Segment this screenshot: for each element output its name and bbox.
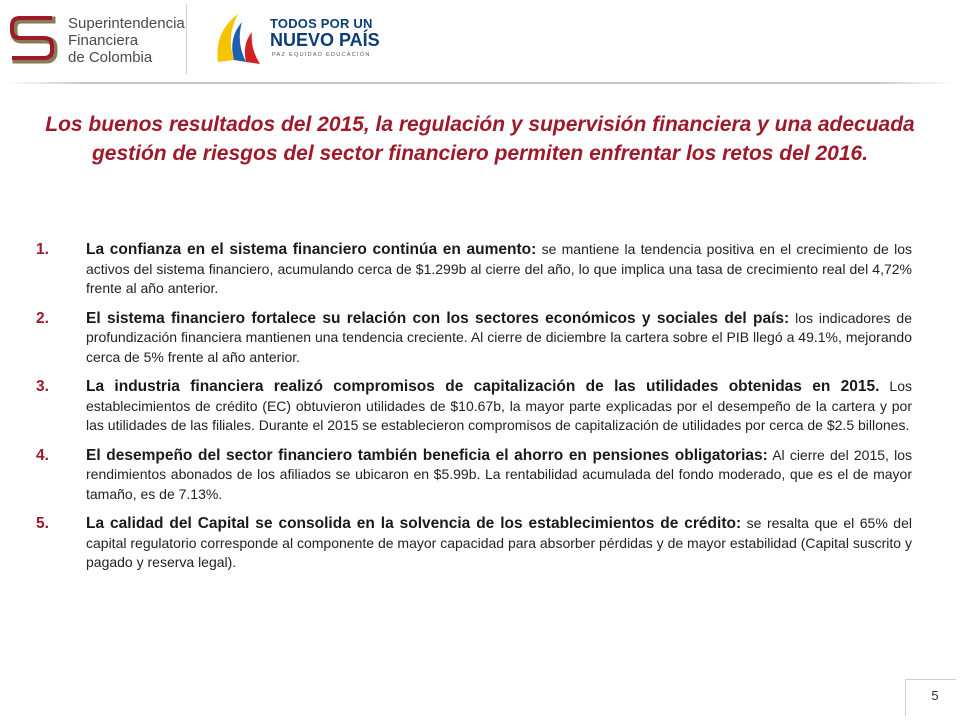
slide-title: Los buenos resultados del 2015, la regulación y supervisión financiera y una adecuada gestión de riesgos del sector financiero permiten enfrentar los retos del 2016. [45, 113, 915, 165]
sfc-emblem-icon [6, 10, 62, 68]
sfc-name-line3: de Colombia [68, 49, 153, 66]
list-item-number: 1. [36, 241, 49, 258]
list-item [36, 446, 912, 505]
list-item-number: 5. [36, 515, 49, 532]
list-item-number: 3. [36, 378, 49, 395]
sfc-name [68, 15, 185, 66]
page-number: 5 [931, 688, 939, 703]
gov-logo[interactable] [212, 10, 380, 70]
gov-slogan-line3: PAZ EQUIDAD EDUCACIÓN [272, 52, 371, 58]
list-item-lead: El sistema financiero fortalece su relación con los sectores económicos y sociales del país: [86, 309, 790, 327]
list-item-number: 2. [36, 309, 49, 327]
findings-list [36, 240, 912, 583]
list-item-lead: La confianza en el sistema financiero continúa en aumento: [86, 241, 537, 258]
sfc-name-line1: Superintendencia [68, 15, 185, 32]
sfc-logo[interactable] [6, 8, 206, 70]
sfc-name-line2: Financiera [68, 32, 139, 49]
list-item-body: los indicadores de profundización financiera mantienen una tendencia creciente. Al cierre de diciembre la cartera sobre el PIB llegó a 49.1%, mejorando cerca de 5% frente al año anterior. [86, 309, 912, 365]
list-item-lead: La industria financiera realizó compromisos de capitalización de las utilidades obtenidas en 2015. [86, 378, 880, 395]
list-item-body: se mantiene la tendencia positiva en el crecimiento de los activos del sistema financiero, acumulando cerca de $1.299b al cierre del año, lo que implica una tasa de crecimiento real del 4,72% frente al año anterior. [86, 241, 912, 296]
header-divider [186, 4, 187, 74]
colombia-flag-wing-icon [212, 10, 266, 70]
list-item [36, 514, 912, 573]
list-item [36, 240, 912, 299]
gov-slogan-line2: NUEVO PAÍS [270, 30, 380, 50]
gov-slogan-line1: TODOS POR UN [270, 16, 373, 31]
header [0, 0, 960, 80]
list-item-lead: La calidad del Capital se consolida en la solvencia de los establecimientos de crédito: [86, 515, 742, 532]
list-item [36, 309, 912, 368]
header-rule [6, 82, 954, 84]
list-item-body: Los establecimientos de crédito (EC) obtuvieron utilidades de $10.67b, la mayor parte explicadas por el desempeño de la cartera y por las utilidades de las filiales. Durante el 2015 se establecieron compromisos de capitalización de utilidades por cerca de $2.5 billones. [86, 378, 912, 433]
list-item-body: se resalta que el 65% del capital regulatorio corresponde al componente de mayor capacidad para absorber pérdidas y de mayor estabilidad (Capital suscrito y pagado y reserva legal). [86, 515, 912, 570]
list-item-lead: El desempeño del sector financiero también beneficia el ahorro en pensiones obligatorias: [86, 446, 768, 464]
list-item-number: 4. [36, 446, 49, 464]
list-item-body: Al cierre del 2015, los rendimientos abonados de los afiliados se ubicaron en $5.99b. La rentabilidad acumulada del fondo moderado, que es el de mayor tamaño, es de 7.13%. [86, 446, 912, 502]
list-item [36, 377, 912, 436]
